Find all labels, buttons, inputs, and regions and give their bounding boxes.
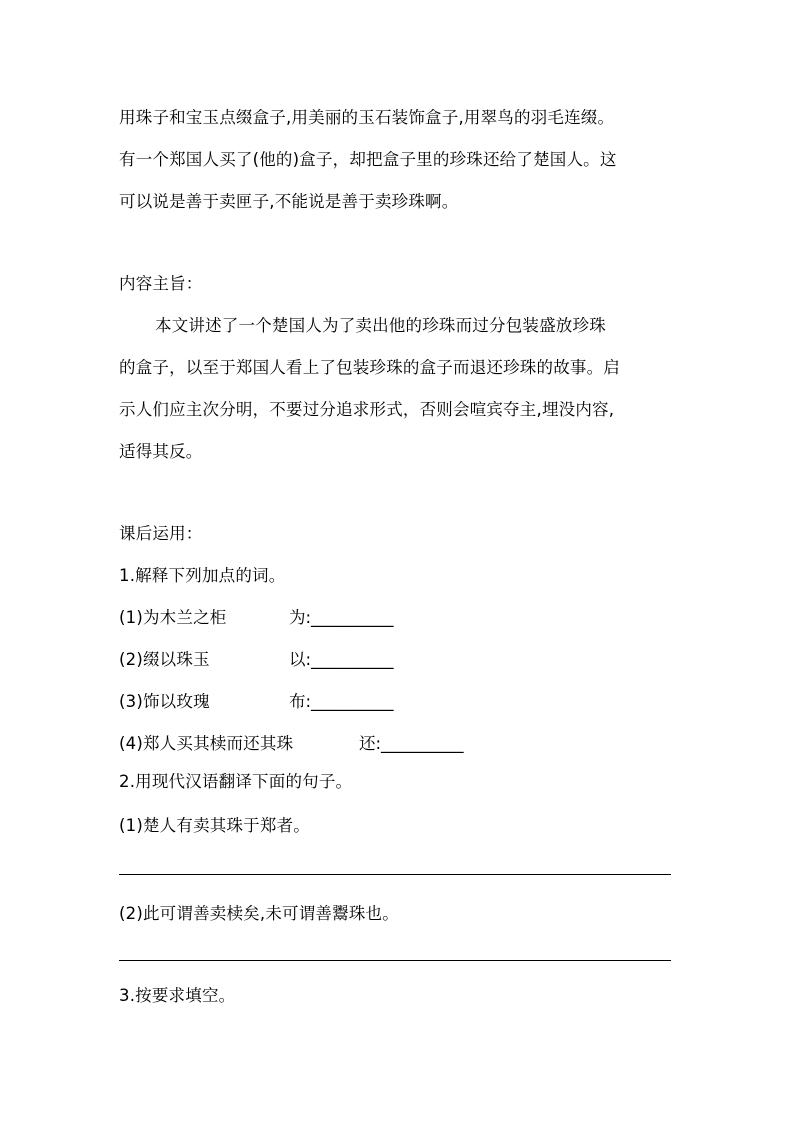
q1-item-answer-blank[interactable]: 还:__________: [359, 734, 464, 753]
q1-item-phrase: (1)为木兰之柜: [119, 608, 227, 627]
theme-line-2: 的盒子，以至于郑国人看上了包装珍珠的盒子而退还珍珠的故事。启: [119, 358, 620, 377]
q1-item-1: [119, 606, 394, 630]
theme-heading: 内容主旨：: [119, 274, 203, 293]
translation-line-3: 可以说是善于卖匣子,不能说是善于卖珍珠啊。: [119, 192, 459, 211]
q1-item-answer-blank[interactable]: 布:__________: [289, 692, 394, 711]
q2-title: 2.用现代汉语翻译下面的句子。: [119, 772, 353, 791]
q1-item-answer-blank[interactable]: 以:__________: [289, 650, 394, 669]
translation-line-2: 有一个郑国人买了(他的)盒子，却把盒子里的珍珠还给了楚国人。这: [119, 150, 617, 169]
q1-item-phrase: (4)郑人买其椟而还其珠: [119, 734, 294, 753]
q3-title: 3.按要求填空。: [119, 986, 236, 1005]
theme-line-1: 本文讲述了一个楚国人为了卖出他的珍珠而过分包装盛放珍珠: [155, 316, 606, 335]
theme-line-3: 示人们应主次分明，不要过分追求形式，否则会喧宾夺主,埋没内容,: [119, 400, 615, 419]
q2-answer-line-1[interactable]: [119, 874, 671, 875]
translation-line-1: 用珠子和宝玉点缀盒子,用美丽的玉石装饰盒子,用翠鸟的羽毛连缀。: [119, 108, 615, 127]
theme-line-4: 适得其反。: [119, 442, 203, 461]
q2-sentence-2: (2)此可谓善卖椟矣,未可谓善鬻珠也。: [119, 904, 399, 923]
q2-sentence-1: (1)楚人有卖其珠于郑者。: [119, 816, 310, 835]
q1-item-2: [119, 648, 394, 672]
exercises-heading: 课后运用：: [119, 524, 203, 543]
q2-answer-line-2[interactable]: [119, 960, 671, 961]
q1-item-3: [119, 690, 394, 714]
q1-title: 1.解释下列加点的词。: [119, 566, 286, 585]
q1-item-phrase: (3)饰以玫瑰: [119, 692, 210, 711]
q1-item-answer-blank[interactable]: 为:__________: [289, 608, 394, 627]
q1-item-phrase: (2)缀以珠玉: [119, 650, 210, 669]
q1-item-4: [119, 732, 464, 756]
